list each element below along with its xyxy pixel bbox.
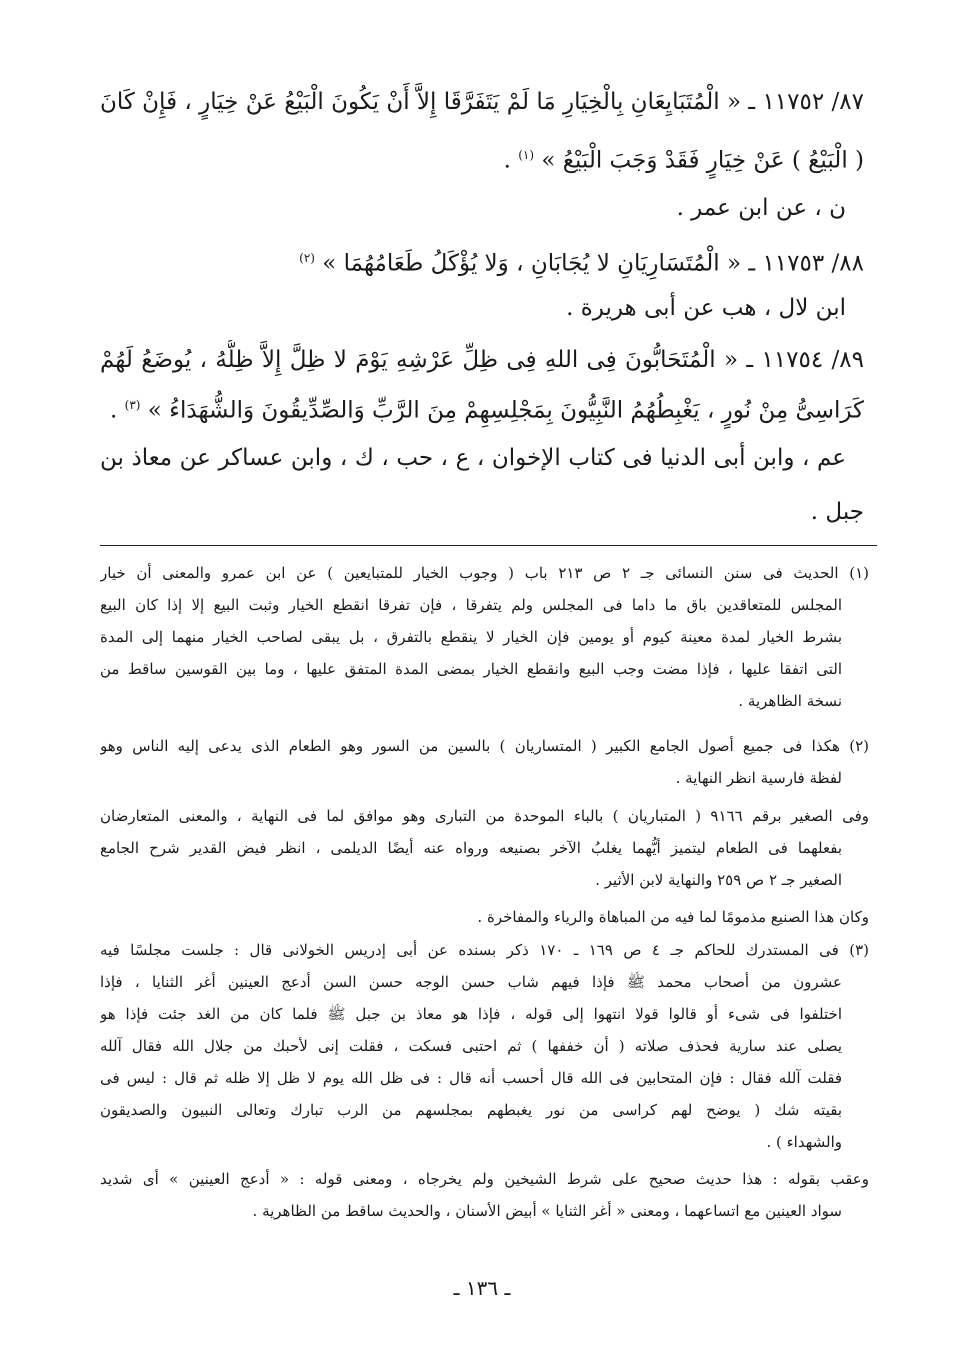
footnote-ref-3: (٣) [124, 398, 141, 412]
footnote-2-line-6: وكان هذا الصنيع مذمومًا لما فيه من المباهاة والرياء والمفاخرة . [477, 908, 869, 926]
footnote-3-line-7: والشهداء ) . [766, 1133, 842, 1151]
footnote-ref-1: (١) [518, 148, 535, 162]
hadith-89-line-2: كَرَاسِىُّ مِنْ نُورٍ ، يَغْبِطُهُمُ النَّبِيُّونَ بِمَجْلِسِهِمْ مِنَ الرَّبِّ وَالصِّدِّيقُونَ وَالشُّهَدَاءُ » $^{(٣)}$ . [110, 397, 864, 424]
hadith-87-line-2: ( الْبَيْعُ ) عَنْ خِيَارٍ فَقَدْ وَجَبَ الْبَيْعُ » $^{(١)}$ . [503, 147, 864, 174]
footnote-1-line-1: (١) الحديث فى سنن النسائى جـ ٢ ص ٢١٣ باب ( وجوب الخيار للمتبايعين ) عن ابن عمرو والمعنى أن خيار [100, 564, 869, 582]
hadith-88-source: ابن لال ، هب عن أبى هريرة . [566, 295, 846, 321]
footnote-3-line-4: يصلى عند سارية فحذف صلاته ( أن خففها ) ثم احتبى فسكت ، فقلت إنى لأحبك من جلال الله فقال آلله [100, 1037, 842, 1055]
footnote-2-line-1: (٢) هكذا فى جميع أصول الجامع الكبير ( المتساريان ) بالسين من السور وهو الطعام الذى يدعى إليه الناس وهو [100, 737, 869, 755]
hadith-88-line-1: ٨٨/ ١١٧٥٣ ـ « الْمُتَسَارِيَانِ لا يُجَابَانِ ، وَلا يُؤْكَلُ طَعَامُهُمَا » $^{(٢)}$ [299, 250, 864, 277]
footnote-3-line-6: بقيته شك ( يوضح لهم كراسى من نور يغبطهم بمجلسهم من الرب تبارك وتعالى النبيون والصديقون [100, 1101, 842, 1119]
footnote-1-line-3: بشرط الخيار لمدة معينة كيوم أو يومين فإن الخيار لا ينقطع بالتفرق ، بل يبقى لصاحب الخيار منهما إلى المدة [100, 628, 842, 646]
footnote-3-line-9: سواد العينين مع اتساعهما ، ومعنى « أغر الثنايا » أبيض الأسنان ، والحديث ساقط من الظاهرية . [252, 1202, 842, 1220]
footnote-3-line-8: وعقب بقوله : هذا حديث صحيح على شرط الشيخين ولم يخرجاه ، ومعنى قوله : « أدعج العينين » أى شديد [100, 1170, 869, 1188]
footnote-3-line-3: اختلفوا فى شىء أو قالوا قولا انتهوا إلى قوله ، فإذا هو معاذ بن جبل ﷺ فلما كان من الغد جئت فإذا هو [100, 1005, 842, 1023]
footnote-2-line-2: لفظة فارسية انظر النهاية . [675, 769, 842, 787]
footnote-3-line-5: فقلت آلله فقال : فإن المتحابين فى الله قال أحسب أنه قال : فى ظل الله يوم لا ظل إلا ظله ثم قال : ليس فى [100, 1069, 842, 1087]
footnote-3-line-1: (٣) فى المستدرك للحاكم جـ ٤ ص ١٦٩ ـ ١٧٠ ذكر بسنده عن أبى إدريس الخولانى قال : جلست مجلسًا فيه [100, 941, 869, 959]
hadith-87-source: ن ، عن ابن عمر . [676, 195, 846, 221]
footnote-2-line-3: وفى الصغير برقم ٩١٦٦ ( المتباريان ) بالباء الموحدة من التبارى وهو موافق لما فى النهاية ، والمعنى المتعارضان [100, 807, 869, 825]
footnote-3-line-2: عشرون من أصحاب محمد ﷺ فإذا فيهم شاب حسن الوجه حسن السن أدعج العينين أغر الثنايا ، فإذا [100, 973, 842, 991]
footnote-1-line-2: المجلس للمتعاقدين باق ما داما فى المجلس ولم يتفرقا ، فإن تفرقا انقطع الخيار وثبت البيع إلا إذا كان البيع [100, 596, 842, 614]
hadith-89-line-1: ٨٩/ ١١٧٥٤ ـ « الْمُتَحَابُّونَ فِى اللهِ فِى ظِلِّ عَرْشِهِ يَوْمَ لا ظِلَّ إِلاَّ ظِلُّهُ ، يُوضَعُ لَهُمْ [100, 347, 864, 373]
hadith-89-source-line-1: عم ، وابن أبى الدنيا فى كتاب الإخوان ، ع ، حب ، ك ، وابن عساكر عن معاذ بن [100, 445, 846, 471]
hadith-87-line-1: ٨٧/ ١١٧٥٢ ـ « الْمُتَبَايِعَانِ بِالْخِيَارِ مَا لَمْ يَتَفَرَّقَا إِلاَّ أَنْ يَكُونَ الْبَيْعُ عَنْ خِيَارٍ ، فَإِنْ كَانَ [100, 89, 864, 115]
footnote-separator [100, 545, 877, 546]
footnote-1-line-4: التى اتفقا عليها ، فإذا مضت وجب البيع وانقطع الخيار بمضى المدة المتفق عليها ، وما بين القوسين ساقط من [100, 660, 842, 678]
footnote-2-line-5: الصغير جـ ٢ ص ٢٥٩ والنهاية لابن الأثير . [595, 871, 842, 889]
footnote-2-line-4: بفعلهما فى الطعام ليتميز أيُّهما يغلبُ الآخر بصنيعه ورواه عنه أيضًا الديلمى ، انظر فيض القدير شرح الجامع [100, 839, 842, 857]
footnote-ref-2: (٢) [299, 251, 315, 265]
footnote-1-line-5: نسخة الظاهرية . [738, 692, 842, 710]
hadith-89-source-line-2: جبل . [810, 499, 864, 525]
page-number: ـ ١٣٦ ـ [453, 1276, 511, 1300]
